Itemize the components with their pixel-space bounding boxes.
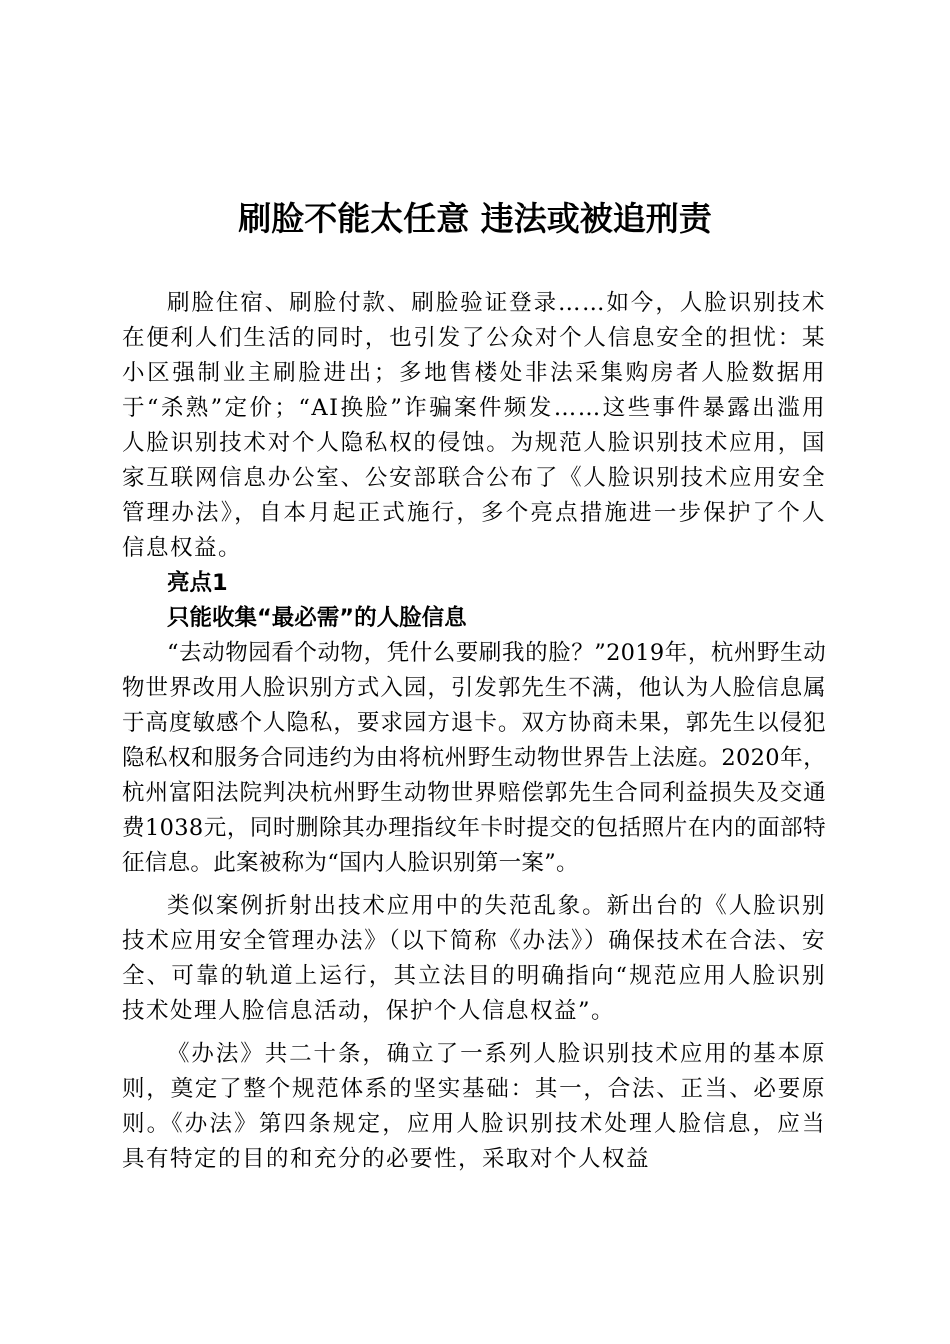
body-paragraph-context: 类似案例折射出技术应用中的失范乱象。新出台的《人脸识别技术应用安全管理办法》（以下简称《办法》）确保技术在合法、安全、可靠的轨道上运行，其立法目的明确指向“规范应用人脸识别技术处理人脸信息活动，保护个人信息权益”。 <box>122 893 826 1024</box>
body-paragraph-case: “去动物园看个动物，凭什么要刷我的脸？”2019年，杭州野生动物世界改用人脸识别方式入园，引发郭先生不满，他认为人脸信息属于高度敏感个人隐私，要求园方退卡。双方协商未果，郭先生以侵犯隐私权和服务合同违约为由将杭州野生动物世界告上法庭。2020年，杭州富阳法院判决杭州野生动物世界赔偿郭先生合同利益损失及交通费1038元，同时删除其办理指纹年卡时提交的包括照片在内的面部特征信息。此案被称为“国内人脸识别第一案”。 <box>122 640 826 876</box>
document-title: 刷脸不能太任意 违法或被追刑责 <box>238 199 712 238</box>
intro-paragraph: 刷脸住宿、刷脸付款、刷脸验证登录……如今，人脸识别技术在便利人们生活的同时，也引发了公众对个人信息安全的担忧：某小区强制业主刷脸进出；多地售楼处非法采集购房者人脸数据用于“杀熟”定价；“AI换脸”诈骗案件频发……这些事件暴露出滥用人脸识别技术对个人隐私权的侵蚀。为规范人脸识别技术应用，国家互联网信息办公室、公安部联合公布了《人脸识别技术应用安全管理办法》，自本月起正式施行，多个亮点措施进一步保护了个人信息权益。 <box>122 290 826 561</box>
highlight-title: 只能收集“最必需”的人脸信息 <box>167 605 467 631</box>
highlight-label: 亮点1 <box>167 570 228 596</box>
body-paragraph-principles: 《办法》共二十条，确立了一系列人脸识别技术应用的基本原则，奠定了整个规范体系的坚实基础：其一，合法、正当、必要原则。《办法》第四条规定，应用人脸识别技术处理人脸信息，应当具有特定的目的和充分的必要性，采取对个人权益 <box>122 1041 826 1172</box>
document-body <box>122 286 826 1177</box>
